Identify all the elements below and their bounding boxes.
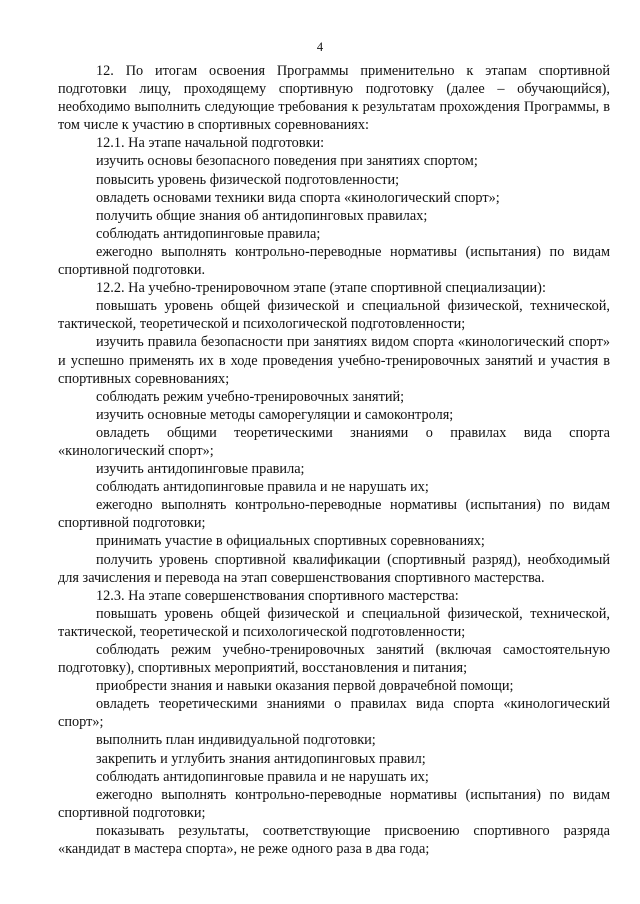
requirement-item: ежегодно выполнять контрольно-переводные нормативы (испытания) по видам спортивной подготовки;	[58, 786, 610, 821]
requirement-item: овладеть теоретическими знаниями о правилах вида спорта «кинологический спорт»;	[58, 696, 610, 731]
page-number: 4	[316, 40, 324, 54]
requirement-item: соблюдать антидопинговые правила и не нарушать их;	[96, 479, 429, 496]
requirement-item: изучить правила безопасности при занятиях видом спорта «кинологический спорт» и успешно применять их в ходе проведения учебно-тренировочных занятий и участия в спортивных соревнованиях;	[58, 334, 610, 387]
intro-paragraph: 12. По итогам освоения Программы применительно к этапам спортивной подготовки лицу, проходящему спортивную подготовку (далее – обучающийся), необходимо выполнить следующие требования к результатам прохождения Программы, в том числе к участию в спортивных соревнованиях:	[58, 63, 610, 134]
requirement-item: овладеть основами техники вида спорта «кинологический спорт»;	[96, 189, 500, 206]
requirement-item: повысить уровень физической подготовленности;	[96, 171, 400, 188]
requirement-item: изучить антидопинговые правила;	[96, 461, 305, 478]
requirement-item: выполнить план индивидуальной подготовки;	[96, 732, 376, 749]
requirement-item: повышать уровень общей физической и специальной физической, технической, тактической, теоретической и психологической подготовленности;	[58, 298, 610, 333]
section-12-3-heading: 12.3. На этапе совершенствования спортивного мастерства:	[96, 587, 459, 604]
requirement-item: повышать уровень общей физической и специальной физической, технической, тактической, теоретической и психологической подготовленности;	[58, 605, 610, 640]
requirement-item: соблюдать режим учебно-тренировочных занятий;	[96, 388, 405, 405]
requirement-item: соблюдать антидопинговые правила;	[96, 225, 321, 242]
requirement-item: закрепить и углубить знания антидопинговых правил;	[96, 750, 426, 767]
section-12-1-heading: 12.1. На этапе начальной подготовки:	[96, 135, 325, 152]
requirement-item: ежегодно выполнять контрольно-переводные нормативы (испытания) по видам спортивной подготовки.	[58, 243, 610, 279]
requirement-item: изучить основные методы саморегуляции и самоконтроля;	[96, 406, 454, 423]
requirement-item: изучить основы безопасного поведения при занятиях спортом;	[96, 153, 478, 170]
requirement-item: соблюдать режим учебно-тренировочных занятий (включая самостоятельную подготовку), спортивных мероприятий, восстановления и питания;	[58, 642, 610, 677]
requirement-item: овладеть общими теоретическими знаниями о правилах вида спорта «кинологический спорт»;	[58, 424, 610, 459]
requirement-item: ежегодно выполнять контрольно-переводные нормативы (испытания) по видам спортивной подготовки;	[58, 497, 610, 532]
requirement-item: показывать результаты, соответствующие присвоению спортивного разряда «кандидат в мастера спорта», не реже одного раза в два года;	[58, 822, 610, 858]
requirement-item: соблюдать антидопинговые правила и не нарушать их;	[96, 768, 429, 785]
document-body	[58, 62, 610, 858]
requirement-item: принимать участие в официальных спортивных соревнованиях;	[96, 533, 485, 550]
requirement-item: приобрести знания и навыки оказания первой доврачебной помощи;	[96, 678, 514, 695]
requirement-item: получить уровень спортивной квалификации (спортивный разряд), необходимый для зачисления и перевода на этап совершенствования спортивного мастерства.	[58, 551, 610, 586]
section-12-2-heading: 12.2. На учебно-тренировочном этапе (этапе спортивной специализации):	[96, 280, 546, 297]
requirement-item: получить общие знания об антидопинговых правилах;	[96, 207, 428, 224]
